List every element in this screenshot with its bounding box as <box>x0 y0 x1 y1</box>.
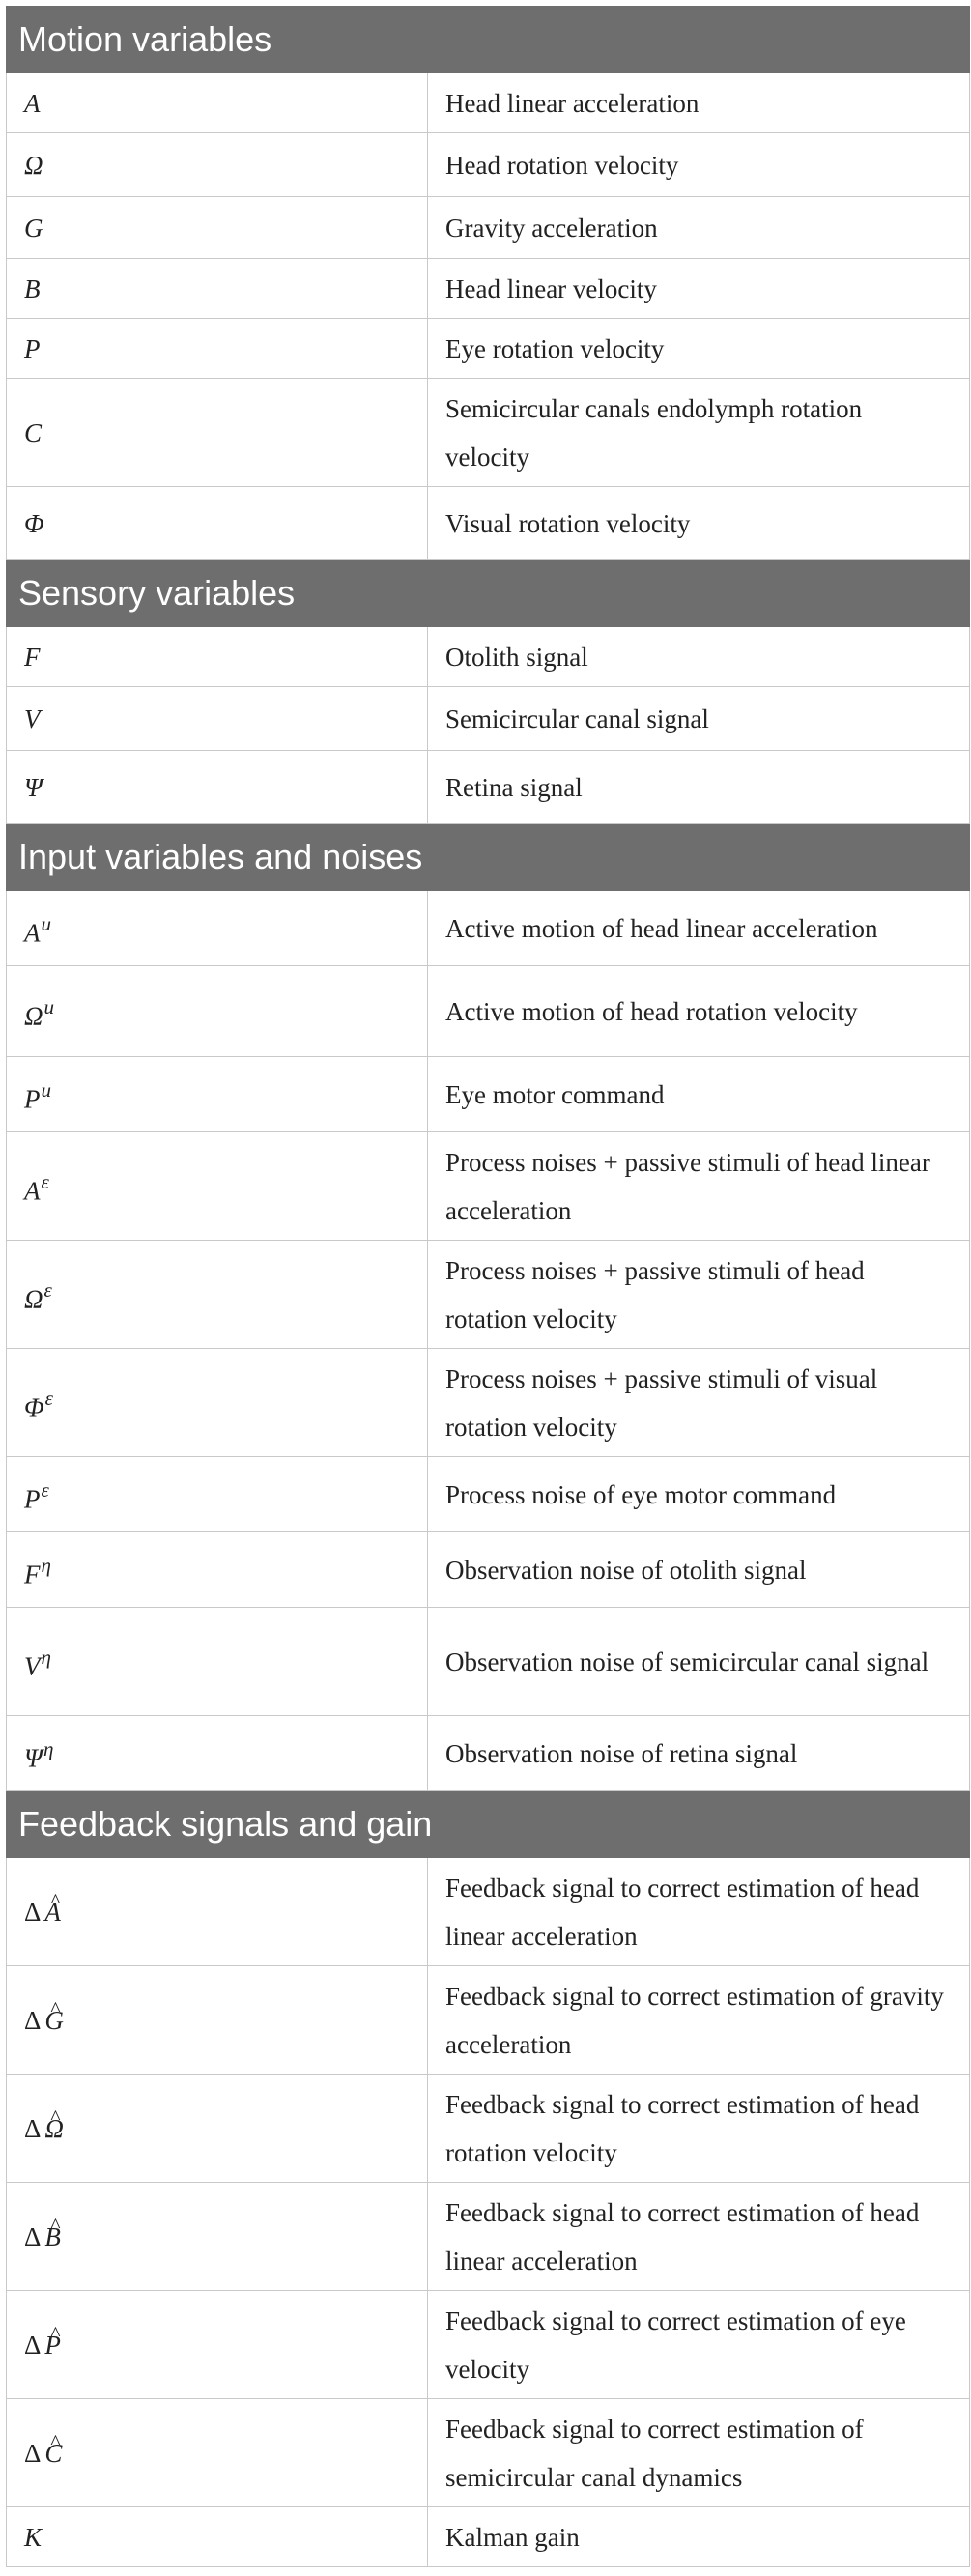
variables-table <box>6 6 970 2567</box>
superscript: ε <box>43 1277 52 1302</box>
variable-symbol: Φ <box>24 508 44 538</box>
symbol-cell <box>7 1132 428 1241</box>
symbol-cell <box>7 2183 428 2291</box>
description-cell: Process noises + passive stimuli of visual rotation velocity <box>428 1349 970 1457</box>
variable-symbol: Φ <box>24 1392 44 1422</box>
symbol-cell <box>7 1608 428 1716</box>
table-row <box>7 73 970 133</box>
superscript: η <box>41 1553 51 1577</box>
description-cell: Feedback signal to correct estimation of eye velocity <box>428 2291 970 2399</box>
table-row <box>7 133 970 197</box>
variable-symbol: G ^ <box>44 1996 64 2045</box>
description-cell: Process noises + passive stimuli of head rotation velocity <box>428 1241 970 1349</box>
section-title: Motion variables <box>7 7 970 73</box>
section-header <box>7 7 970 73</box>
table-row <box>7 2399 970 2507</box>
symbol-cell <box>7 197 428 259</box>
description-cell: Kalman gain <box>428 2507 970 2567</box>
section-header <box>7 560 970 627</box>
variable-symbol: Ω <box>24 1284 43 1314</box>
symbol-cell <box>7 1716 428 1791</box>
symbol-cell <box>7 379 428 487</box>
variable-symbol: G <box>24 213 43 243</box>
table-row <box>7 751 970 824</box>
table-row <box>7 487 970 560</box>
variable-symbol: C ^ <box>44 2429 62 2477</box>
symbol-cell <box>7 751 428 824</box>
section-title: Sensory variables <box>7 560 970 627</box>
delta-symbol: Δ <box>24 2005 42 2035</box>
symbol-cell <box>7 1457 428 1532</box>
superscript: ε <box>41 1169 49 1193</box>
symbol-cell <box>7 1241 428 1349</box>
superscript: η <box>43 1736 54 1760</box>
variable-symbol: B <box>24 273 41 303</box>
table-row <box>7 1349 970 1457</box>
variable-symbol: A <box>24 918 41 948</box>
table-row <box>7 259 970 319</box>
variable-symbol: P <box>24 1484 41 1514</box>
table-row <box>7 1716 970 1791</box>
description-cell: Observation noise of otolith signal <box>428 1532 970 1608</box>
variable-symbol: Ψ <box>24 772 43 802</box>
description-cell: Process noise of eye motor command <box>428 1457 970 1532</box>
variable-symbol: Ω <box>24 150 43 180</box>
description-cell: Retina signal <box>428 751 970 824</box>
delta-symbol: Δ <box>24 2330 42 2360</box>
variable-symbol: V <box>24 703 41 733</box>
symbol-cell <box>7 891 428 966</box>
description-cell: Observation noise of semicircular canal signal <box>428 1608 970 1716</box>
table-row <box>7 2183 970 2291</box>
symbol-cell <box>7 2075 428 2183</box>
variable-symbol: B ^ <box>44 2213 61 2261</box>
description-cell: Semicircular canal signal <box>428 687 970 751</box>
variable-symbol: P ^ <box>44 2321 61 2369</box>
variable-symbol: K <box>24 2522 43 2552</box>
symbol-cell <box>7 2291 428 2399</box>
table-row <box>7 1858 970 1966</box>
delta-symbol: Δ <box>24 1897 42 1927</box>
symbol-cell <box>7 1532 428 1608</box>
table-row <box>7 627 970 687</box>
variable-symbol: C <box>24 417 43 447</box>
section-title: Input variables and noises <box>7 824 970 891</box>
variable-symbol: A <box>24 1176 41 1206</box>
table-row <box>7 1132 970 1241</box>
description-cell: Eye motor command <box>428 1057 970 1132</box>
variables-table-body <box>7 7 970 2567</box>
superscript: u <box>43 994 55 1018</box>
description-cell: Feedback signal to correct estimation of head linear acceleration <box>428 1858 970 1966</box>
table-row <box>7 319 970 379</box>
variable-symbol: F <box>24 642 41 672</box>
table-row <box>7 197 970 259</box>
table-row <box>7 2075 970 2183</box>
description-cell: Head linear acceleration <box>428 73 970 133</box>
description-cell: Process noises + passive stimuli of head linear acceleration <box>428 1132 970 1241</box>
variable-symbol: Ψ <box>24 1743 43 1773</box>
symbol-cell <box>7 627 428 687</box>
variable-symbol: A <box>24 88 41 118</box>
description-cell: Head rotation velocity <box>428 133 970 197</box>
table-row <box>7 1057 970 1132</box>
table-row <box>7 379 970 487</box>
delta-symbol: Δ <box>24 2113 42 2143</box>
description-cell: Semicircular canals endolymph rotation velocity <box>428 379 970 487</box>
symbol-cell <box>7 687 428 751</box>
variable-symbol: A ^ <box>44 1888 61 1936</box>
description-cell: Eye rotation velocity <box>428 319 970 379</box>
symbol-cell <box>7 259 428 319</box>
description-cell: Feedback signal to correct estimation of head linear acceleration <box>428 2183 970 2291</box>
table-row <box>7 966 970 1057</box>
symbol-cell <box>7 487 428 560</box>
table-row <box>7 1532 970 1608</box>
symbol-cell <box>7 2399 428 2507</box>
description-cell: Active motion of head linear acceleration <box>428 891 970 966</box>
symbol-cell <box>7 73 428 133</box>
delta-symbol: Δ <box>24 2438 42 2468</box>
description-cell: Otolith signal <box>428 627 970 687</box>
superscript: η <box>41 1645 51 1669</box>
table-row <box>7 891 970 966</box>
section-title: Feedback signals and gain <box>7 1791 970 1858</box>
superscript: ε <box>44 1386 53 1410</box>
description-cell: Feedback signal to correct estimation of semicircular canal dynamics <box>428 2399 970 2507</box>
superscript: ε <box>41 1477 49 1502</box>
description-cell: Feedback signal to correct estimation of head rotation velocity <box>428 2075 970 2183</box>
description-cell: Head linear velocity <box>428 259 970 319</box>
variable-symbol: Ω <box>24 1001 43 1031</box>
table-row <box>7 687 970 751</box>
variable-symbol: F <box>24 1560 41 1589</box>
symbol-cell <box>7 1349 428 1457</box>
superscript: u <box>41 1077 52 1102</box>
description-cell: Active motion of head rotation velocity <box>428 966 970 1057</box>
variable-symbol: P <box>24 1084 41 1114</box>
symbol-cell <box>7 1858 428 1966</box>
symbol-cell <box>7 966 428 1057</box>
description-cell: Feedback signal to correct estimation of gravity acceleration <box>428 1966 970 2075</box>
section-header <box>7 1791 970 1858</box>
table-row <box>7 1966 970 2075</box>
table-row <box>7 2507 970 2567</box>
variable-symbol: Ω ^ <box>44 2104 64 2153</box>
delta-symbol: Δ <box>24 2221 42 2251</box>
table-row <box>7 1608 970 1716</box>
table-row <box>7 2291 970 2399</box>
variable-symbol: V <box>24 1651 41 1681</box>
symbol-cell <box>7 319 428 379</box>
symbol-cell <box>7 2507 428 2567</box>
table-row <box>7 1241 970 1349</box>
symbol-cell <box>7 1057 428 1132</box>
variable-symbol: P <box>24 333 41 363</box>
description-cell: Observation noise of retina signal <box>428 1716 970 1791</box>
symbol-cell <box>7 1966 428 2075</box>
description-cell: Gravity acceleration <box>428 197 970 259</box>
superscript: u <box>41 911 52 935</box>
symbol-cell <box>7 133 428 197</box>
description-cell: Visual rotation velocity <box>428 487 970 560</box>
table-row <box>7 1457 970 1532</box>
section-header <box>7 824 970 891</box>
